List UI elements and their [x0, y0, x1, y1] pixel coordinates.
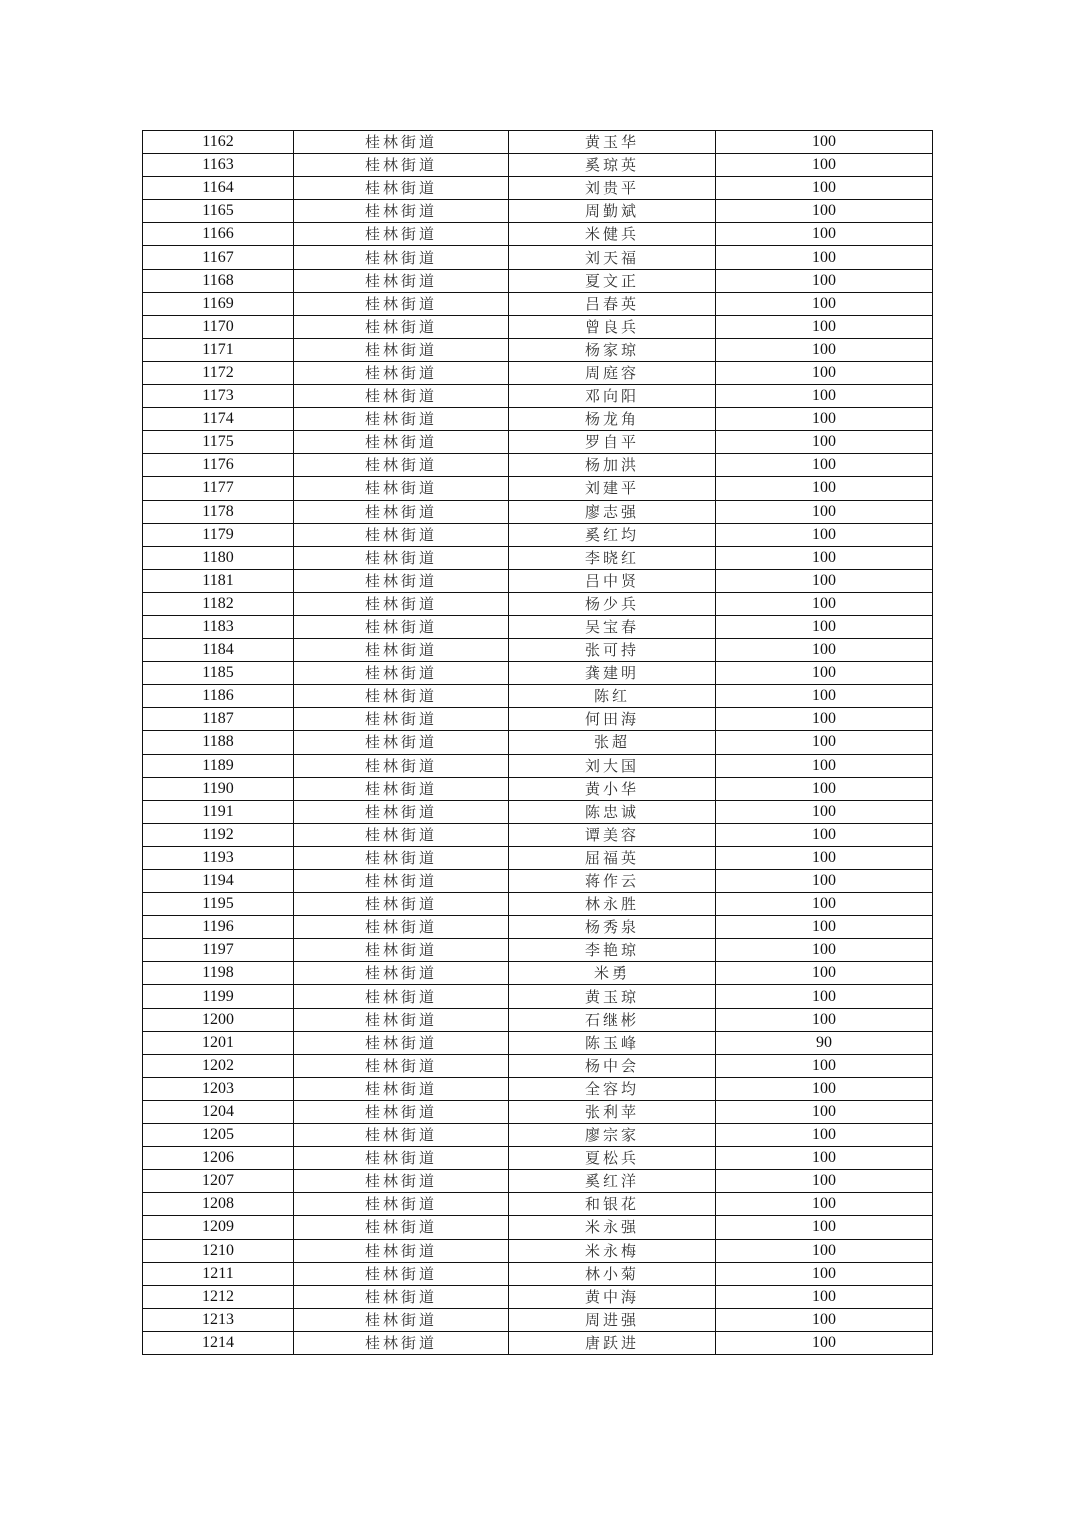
street-cell: 桂林街道	[294, 1193, 509, 1216]
amount-cell: 100	[716, 754, 933, 777]
row-number-cell: 1186	[143, 685, 294, 708]
amount-cell: 100	[716, 916, 933, 939]
street-cell: 桂林街道	[294, 1331, 509, 1354]
amount-cell: 100	[716, 131, 933, 154]
person-name-cell: 全容均	[509, 1077, 716, 1100]
person-name-cell: 米永强	[509, 1216, 716, 1239]
amount-cell: 100	[716, 569, 933, 592]
person-name-cell: 龚建明	[509, 662, 716, 685]
person-name-cell: 米健兵	[509, 223, 716, 246]
row-number-cell: 1181	[143, 569, 294, 592]
person-name-cell: 夏文正	[509, 269, 716, 292]
amount-cell: 100	[716, 731, 933, 754]
amount-cell: 100	[716, 315, 933, 338]
row-number-cell: 1190	[143, 777, 294, 800]
table-row	[143, 1100, 933, 1123]
amount-cell: 100	[716, 1100, 933, 1123]
person-name-cell: 黄小华	[509, 777, 716, 800]
amount-cell: 100	[716, 223, 933, 246]
row-number-cell: 1163	[143, 154, 294, 177]
row-number-cell: 1171	[143, 338, 294, 361]
row-number-cell: 1189	[143, 754, 294, 777]
amount-cell: 100	[716, 685, 933, 708]
street-cell: 桂林街道	[294, 754, 509, 777]
row-number-cell: 1183	[143, 615, 294, 638]
table-row	[143, 939, 933, 962]
street-cell: 桂林街道	[294, 154, 509, 177]
table-row	[143, 1216, 933, 1239]
street-cell: 桂林街道	[294, 1262, 509, 1285]
amount-cell: 100	[716, 1308, 933, 1331]
amount-cell: 100	[716, 615, 933, 638]
table-row	[143, 500, 933, 523]
amount-cell: 100	[716, 962, 933, 985]
person-name-cell: 张利苹	[509, 1100, 716, 1123]
row-number-cell: 1209	[143, 1216, 294, 1239]
amount-cell: 100	[716, 177, 933, 200]
person-name-cell: 杨家琼	[509, 338, 716, 361]
street-cell: 桂林街道	[294, 893, 509, 916]
table-row	[143, 315, 933, 338]
amount-cell: 100	[716, 1331, 933, 1354]
table-row	[143, 754, 933, 777]
person-name-cell: 李晓红	[509, 546, 716, 569]
amount-cell: 100	[716, 846, 933, 869]
row-number-cell: 1205	[143, 1124, 294, 1147]
street-cell: 桂林街道	[294, 454, 509, 477]
amount-cell: 100	[716, 292, 933, 315]
table-row	[143, 1331, 933, 1354]
amount-cell: 100	[716, 1170, 933, 1193]
street-cell: 桂林街道	[294, 1100, 509, 1123]
person-name-cell: 吴宝春	[509, 615, 716, 638]
row-number-cell: 1180	[143, 546, 294, 569]
person-name-cell: 曾良兵	[509, 315, 716, 338]
amount-cell: 100	[716, 338, 933, 361]
amount-cell: 100	[716, 500, 933, 523]
table-row	[143, 592, 933, 615]
street-cell: 桂林街道	[294, 1308, 509, 1331]
table-row	[143, 615, 933, 638]
street-cell: 桂林街道	[294, 685, 509, 708]
amount-cell: 100	[716, 939, 933, 962]
row-number-cell: 1169	[143, 292, 294, 315]
table-row	[143, 985, 933, 1008]
street-cell: 桂林街道	[294, 131, 509, 154]
row-number-cell: 1208	[143, 1193, 294, 1216]
table-row	[143, 338, 933, 361]
table-row	[143, 546, 933, 569]
table-row	[143, 431, 933, 454]
amount-cell: 100	[716, 523, 933, 546]
street-cell: 桂林街道	[294, 1008, 509, 1031]
row-number-cell: 1182	[143, 592, 294, 615]
street-cell: 桂林街道	[294, 777, 509, 800]
person-name-cell: 陈红	[509, 685, 716, 708]
table-row	[143, 1147, 933, 1170]
amount-cell: 100	[716, 154, 933, 177]
table-row	[143, 708, 933, 731]
street-cell: 桂林街道	[294, 361, 509, 384]
row-number-cell: 1200	[143, 1008, 294, 1031]
row-number-cell: 1207	[143, 1170, 294, 1193]
amount-cell: 100	[716, 1193, 933, 1216]
person-name-cell: 黄玉琼	[509, 985, 716, 1008]
table-row	[143, 1031, 933, 1054]
amount-cell: 100	[716, 893, 933, 916]
table-row	[143, 454, 933, 477]
person-name-cell: 杨秀泉	[509, 916, 716, 939]
street-cell: 桂林街道	[294, 385, 509, 408]
amount-cell: 100	[716, 777, 933, 800]
person-name-cell: 周庭容	[509, 361, 716, 384]
row-number-cell: 1206	[143, 1147, 294, 1170]
street-cell: 桂林街道	[294, 962, 509, 985]
street-cell: 桂林街道	[294, 800, 509, 823]
amount-cell: 100	[716, 1008, 933, 1031]
street-cell: 桂林街道	[294, 246, 509, 269]
person-name-cell: 刘天福	[509, 246, 716, 269]
person-name-cell: 刘建平	[509, 477, 716, 500]
street-cell: 桂林街道	[294, 939, 509, 962]
street-cell: 桂林街道	[294, 639, 509, 662]
table-row	[143, 1008, 933, 1031]
street-cell: 桂林街道	[294, 731, 509, 754]
person-name-cell: 陈忠诚	[509, 800, 716, 823]
amount-cell: 100	[716, 385, 933, 408]
amount-cell: 100	[716, 269, 933, 292]
street-cell: 桂林街道	[294, 315, 509, 338]
row-number-cell: 1177	[143, 477, 294, 500]
street-cell: 桂林街道	[294, 916, 509, 939]
person-name-cell: 吕春英	[509, 292, 716, 315]
street-cell: 桂林街道	[294, 1054, 509, 1077]
street-cell: 桂林街道	[294, 1077, 509, 1100]
person-name-cell: 杨龙角	[509, 408, 716, 431]
table-row	[143, 916, 933, 939]
street-cell: 桂林街道	[294, 708, 509, 731]
amount-cell: 100	[716, 200, 933, 223]
subsidy-list-table	[142, 130, 933, 1355]
street-cell: 桂林街道	[294, 431, 509, 454]
street-cell: 桂林街道	[294, 269, 509, 292]
person-name-cell: 廖志强	[509, 500, 716, 523]
table-row	[143, 662, 933, 685]
person-name-cell: 李艳琼	[509, 939, 716, 962]
street-cell: 桂林街道	[294, 569, 509, 592]
row-number-cell: 1199	[143, 985, 294, 1008]
row-number-cell: 1175	[143, 431, 294, 454]
amount-cell: 100	[716, 985, 933, 1008]
street-cell: 桂林街道	[294, 177, 509, 200]
row-number-cell: 1197	[143, 939, 294, 962]
table-row	[143, 685, 933, 708]
person-name-cell: 罗自平	[509, 431, 716, 454]
person-name-cell: 何田海	[509, 708, 716, 731]
table-row	[143, 523, 933, 546]
row-number-cell: 1165	[143, 200, 294, 223]
row-number-cell: 1176	[143, 454, 294, 477]
row-number-cell: 1170	[143, 315, 294, 338]
table-row	[143, 361, 933, 384]
street-cell: 桂林街道	[294, 1170, 509, 1193]
table-row	[143, 1054, 933, 1077]
person-name-cell: 张可持	[509, 639, 716, 662]
person-name-cell: 夏松兵	[509, 1147, 716, 1170]
row-number-cell: 1168	[143, 269, 294, 292]
table-row	[143, 962, 933, 985]
row-number-cell: 1178	[143, 500, 294, 523]
table-row	[143, 477, 933, 500]
amount-cell: 100	[716, 1124, 933, 1147]
amount-cell: 100	[716, 1147, 933, 1170]
person-name-cell: 和银花	[509, 1193, 716, 1216]
row-number-cell: 1173	[143, 385, 294, 408]
street-cell: 桂林街道	[294, 1285, 509, 1308]
person-name-cell: 吕中贤	[509, 569, 716, 592]
street-cell: 桂林街道	[294, 477, 509, 500]
person-name-cell: 陈玉峰	[509, 1031, 716, 1054]
table-row	[143, 1308, 933, 1331]
row-number-cell: 1196	[143, 916, 294, 939]
row-number-cell: 1194	[143, 870, 294, 893]
person-name-cell: 黄玉华	[509, 131, 716, 154]
row-number-cell: 1212	[143, 1285, 294, 1308]
person-name-cell: 刘贵平	[509, 177, 716, 200]
person-name-cell: 邓向阳	[509, 385, 716, 408]
table-row	[143, 777, 933, 800]
row-number-cell: 1167	[143, 246, 294, 269]
row-number-cell: 1203	[143, 1077, 294, 1100]
table-row	[143, 177, 933, 200]
table-row	[143, 800, 933, 823]
amount-cell: 100	[716, 408, 933, 431]
street-cell: 桂林街道	[294, 1031, 509, 1054]
table-row	[143, 1239, 933, 1262]
table-row	[143, 639, 933, 662]
table-row	[143, 1285, 933, 1308]
table-row	[143, 1262, 933, 1285]
person-name-cell: 林永胜	[509, 893, 716, 916]
person-name-cell: 唐跃进	[509, 1331, 716, 1354]
street-cell: 桂林街道	[294, 615, 509, 638]
amount-cell: 100	[716, 708, 933, 731]
table-row	[143, 269, 933, 292]
row-number-cell: 1185	[143, 662, 294, 685]
table-row	[143, 870, 933, 893]
amount-cell: 100	[716, 431, 933, 454]
row-number-cell: 1162	[143, 131, 294, 154]
street-cell: 桂林街道	[294, 1239, 509, 1262]
row-number-cell: 1174	[143, 408, 294, 431]
amount-cell: 100	[716, 1262, 933, 1285]
row-number-cell: 1184	[143, 639, 294, 662]
person-name-cell: 杨加洪	[509, 454, 716, 477]
table-row	[143, 200, 933, 223]
person-name-cell: 周进强	[509, 1308, 716, 1331]
row-number-cell: 1213	[143, 1308, 294, 1331]
street-cell: 桂林街道	[294, 846, 509, 869]
row-number-cell: 1195	[143, 893, 294, 916]
street-cell: 桂林街道	[294, 985, 509, 1008]
table-row	[143, 385, 933, 408]
street-cell: 桂林街道	[294, 523, 509, 546]
row-number-cell: 1202	[143, 1054, 294, 1077]
amount-cell: 90	[716, 1031, 933, 1054]
person-name-cell: 杨中会	[509, 1054, 716, 1077]
street-cell: 桂林街道	[294, 500, 509, 523]
row-number-cell: 1172	[143, 361, 294, 384]
person-name-cell: 杨少兵	[509, 592, 716, 615]
amount-cell: 100	[716, 246, 933, 269]
person-name-cell: 石继彬	[509, 1008, 716, 1031]
row-number-cell: 1214	[143, 1331, 294, 1354]
row-number-cell: 1204	[143, 1100, 294, 1123]
person-name-cell: 黄中海	[509, 1285, 716, 1308]
person-name-cell: 米永梅	[509, 1239, 716, 1262]
person-name-cell: 屈福英	[509, 846, 716, 869]
street-cell: 桂林街道	[294, 292, 509, 315]
amount-cell: 100	[716, 870, 933, 893]
amount-cell: 100	[716, 1216, 933, 1239]
table-row	[143, 131, 933, 154]
amount-cell: 100	[716, 639, 933, 662]
street-cell: 桂林街道	[294, 1124, 509, 1147]
street-cell: 桂林街道	[294, 223, 509, 246]
street-cell: 桂林街道	[294, 408, 509, 431]
amount-cell: 100	[716, 662, 933, 685]
street-cell: 桂林街道	[294, 338, 509, 361]
row-number-cell: 1201	[143, 1031, 294, 1054]
person-name-cell: 周勤斌	[509, 200, 716, 223]
table-row	[143, 1077, 933, 1100]
person-name-cell: 林小菊	[509, 1262, 716, 1285]
table-row	[143, 292, 933, 315]
table-row	[143, 569, 933, 592]
row-number-cell: 1191	[143, 800, 294, 823]
amount-cell: 100	[716, 477, 933, 500]
amount-cell: 100	[716, 1239, 933, 1262]
row-number-cell: 1210	[143, 1239, 294, 1262]
amount-cell: 100	[716, 361, 933, 384]
street-cell: 桂林街道	[294, 662, 509, 685]
row-number-cell: 1193	[143, 846, 294, 869]
table-row	[143, 408, 933, 431]
table-row	[143, 1193, 933, 1216]
amount-cell: 100	[716, 592, 933, 615]
table-row	[143, 893, 933, 916]
table-row	[143, 731, 933, 754]
person-name-cell: 刘大国	[509, 754, 716, 777]
person-name-cell: 廖宗家	[509, 1124, 716, 1147]
street-cell: 桂林街道	[294, 1216, 509, 1239]
street-cell: 桂林街道	[294, 823, 509, 846]
street-cell: 桂林街道	[294, 546, 509, 569]
row-number-cell: 1187	[143, 708, 294, 731]
table-body	[143, 131, 933, 1355]
table-row	[143, 246, 933, 269]
amount-cell: 100	[716, 1285, 933, 1308]
amount-cell: 100	[716, 1054, 933, 1077]
row-number-cell: 1164	[143, 177, 294, 200]
amount-cell: 100	[716, 823, 933, 846]
person-name-cell: 蒋作云	[509, 870, 716, 893]
row-number-cell: 1166	[143, 223, 294, 246]
street-cell: 桂林街道	[294, 870, 509, 893]
person-name-cell: 谭美容	[509, 823, 716, 846]
table-row	[143, 823, 933, 846]
row-number-cell: 1198	[143, 962, 294, 985]
row-number-cell: 1188	[143, 731, 294, 754]
row-number-cell: 1211	[143, 1262, 294, 1285]
table-row	[143, 846, 933, 869]
amount-cell: 100	[716, 546, 933, 569]
table-row	[143, 1124, 933, 1147]
person-name-cell: 米勇	[509, 962, 716, 985]
table-row	[143, 154, 933, 177]
amount-cell: 100	[716, 454, 933, 477]
person-name-cell: 奚红均	[509, 523, 716, 546]
row-number-cell: 1192	[143, 823, 294, 846]
street-cell: 桂林街道	[294, 592, 509, 615]
amount-cell: 100	[716, 1077, 933, 1100]
row-number-cell: 1179	[143, 523, 294, 546]
street-cell: 桂林街道	[294, 1147, 509, 1170]
amount-cell: 100	[716, 800, 933, 823]
person-name-cell: 奚琼英	[509, 154, 716, 177]
person-name-cell: 奚红洋	[509, 1170, 716, 1193]
street-cell: 桂林街道	[294, 200, 509, 223]
person-name-cell: 张超	[509, 731, 716, 754]
table-row	[143, 223, 933, 246]
table-row	[143, 1170, 933, 1193]
